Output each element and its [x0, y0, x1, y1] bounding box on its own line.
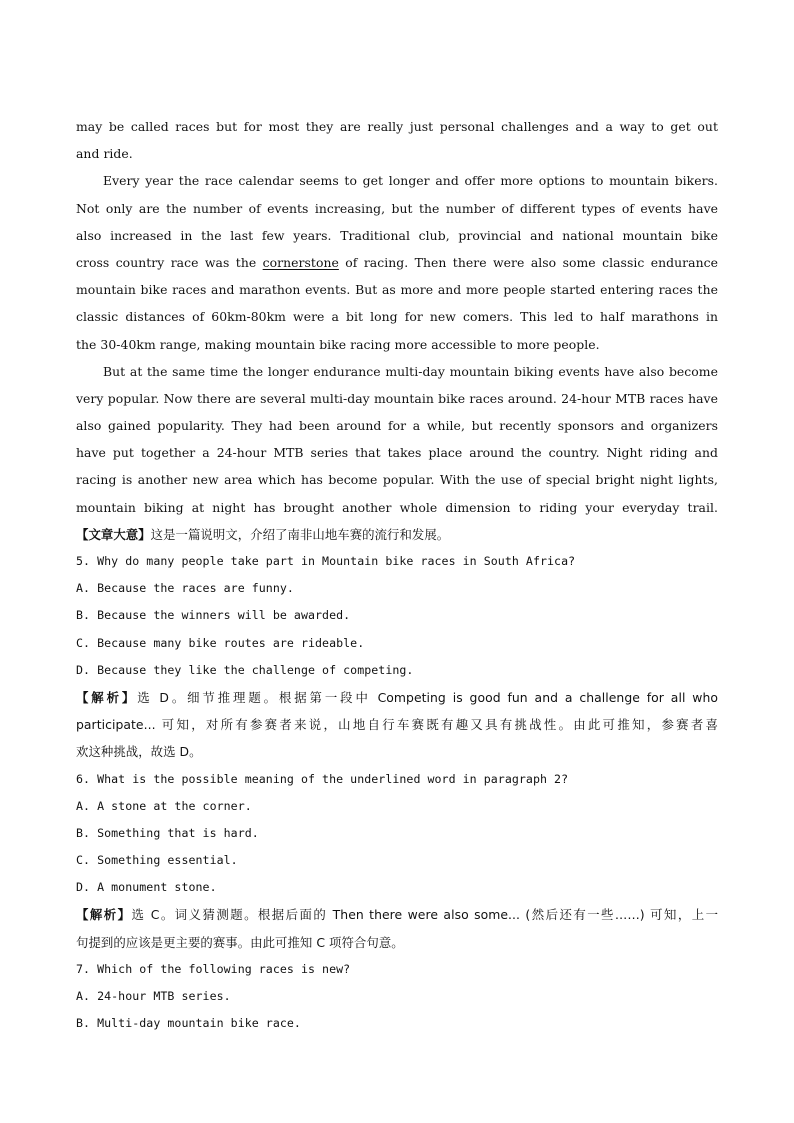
paragraph-line: mountain bike races and marathon events. But as more and more people started entering races the [76, 282, 718, 298]
option-a: A. A stone at the corner. [76, 798, 252, 813]
paragraph-line: Not only are the number of events increasing, but the number of different types of events have [76, 200, 718, 216]
paragraph-line: Every year the race calendar seems to get longer and offer more options to mountain bikers. [103, 173, 718, 189]
summary-tag: 【文章大意】 [76, 526, 151, 542]
option-a: A. 24-hour MTB series. [76, 989, 231, 1003]
option-a: A. Because the races are funny. [76, 581, 294, 596]
document-page [76, 113, 718, 1037]
option-b: B. Because the winners will be awarded. [76, 608, 351, 623]
paragraph-line: also increased in the last few years. Traditional club, provincial and national mountain bike [76, 227, 718, 243]
analysis-tag: 【解析】 [76, 907, 132, 923]
summary-line [76, 521, 718, 548]
question-7: 7. Which of the following races is new? [76, 961, 351, 976]
question-6: 6. What is the possible meaning of the underlined word in paragraph 2? [76, 771, 569, 786]
paragraph-text: of racing. Then there were also some classic endurance [338, 254, 718, 270]
paragraph-line: may be called races but for most they are really just personal challenges and a way to get out [76, 119, 718, 134]
paragraph-line [76, 249, 718, 276]
paragraph-line: mountain biking at night has brought another whole dimension to riding your everyday trail. [76, 499, 718, 515]
analysis-line [76, 684, 718, 711]
option-b: B. Something that is hard. [76, 825, 259, 840]
paragraph-line: and ride. [76, 146, 133, 162]
option-c: C. Something essential. [76, 853, 238, 868]
question-5: 5. Why do many people take part in Mountain bike races in South Africa? [76, 554, 576, 568]
paragraph-line: the 30-40km range, making mountain bike racing more accessible to more people. [76, 336, 600, 352]
paragraph-line: also gained popularity. They had been around for a while, but recently sponsors and organizers [76, 418, 718, 434]
option-b: B. Multi-day mountain bike race. [76, 1016, 301, 1031]
paragraph-line: classic distances of 60km-80km were a bit long for new comers. This led to half marathons in [76, 309, 718, 325]
analysis-line: 句提到的应该是更主要的赛事。由此可推知 C 项符合句意。 [76, 934, 404, 950]
analysis-tag: 【解析】 [76, 689, 138, 705]
analysis-text: 选 C。词义猜测题。根据后面的 Then there were also some... (然后还有一些……) 可知，上一 [131, 907, 719, 923]
paragraph-line: racing is another new area which has become popular. With the use of special bright night lights, [76, 472, 718, 488]
analysis-line [76, 901, 718, 928]
option-d: D. A monument stone. [76, 880, 217, 895]
analysis-line: participate... 可知，对所有参赛者来说，山地自行车赛既有趣又具有挑战性。由此可推知，参赛者喜 [76, 717, 718, 733]
paragraph-line: But at the same time the longer endurance multi-day mountain biking events have also become [103, 363, 718, 379]
paragraph-line: very popular. Now there are several multi-day mountain bike races around. 24-hour MTB races have [76, 390, 718, 406]
underlined-word: cornerstone [262, 254, 339, 270]
analysis-text: 选 D。细节推理题。根据第一段中 Competing is good fun and a challenge for all who [137, 689, 718, 705]
paragraph-text: cross country race was the [76, 254, 263, 270]
option-d: D. Because they like the challenge of competing. [76, 662, 414, 677]
option-c: C. Because many bike routes are rideable. [76, 635, 365, 650]
summary-text: 这是一篇说明文，介绍了南非山地车赛的流行和发展。 [150, 526, 450, 542]
analysis-line: 欢这种挑战，故选 D。 [76, 744, 202, 760]
paragraph-line: have put together a 24-hour MTB series that takes place around the country. Night riding and [76, 445, 718, 461]
